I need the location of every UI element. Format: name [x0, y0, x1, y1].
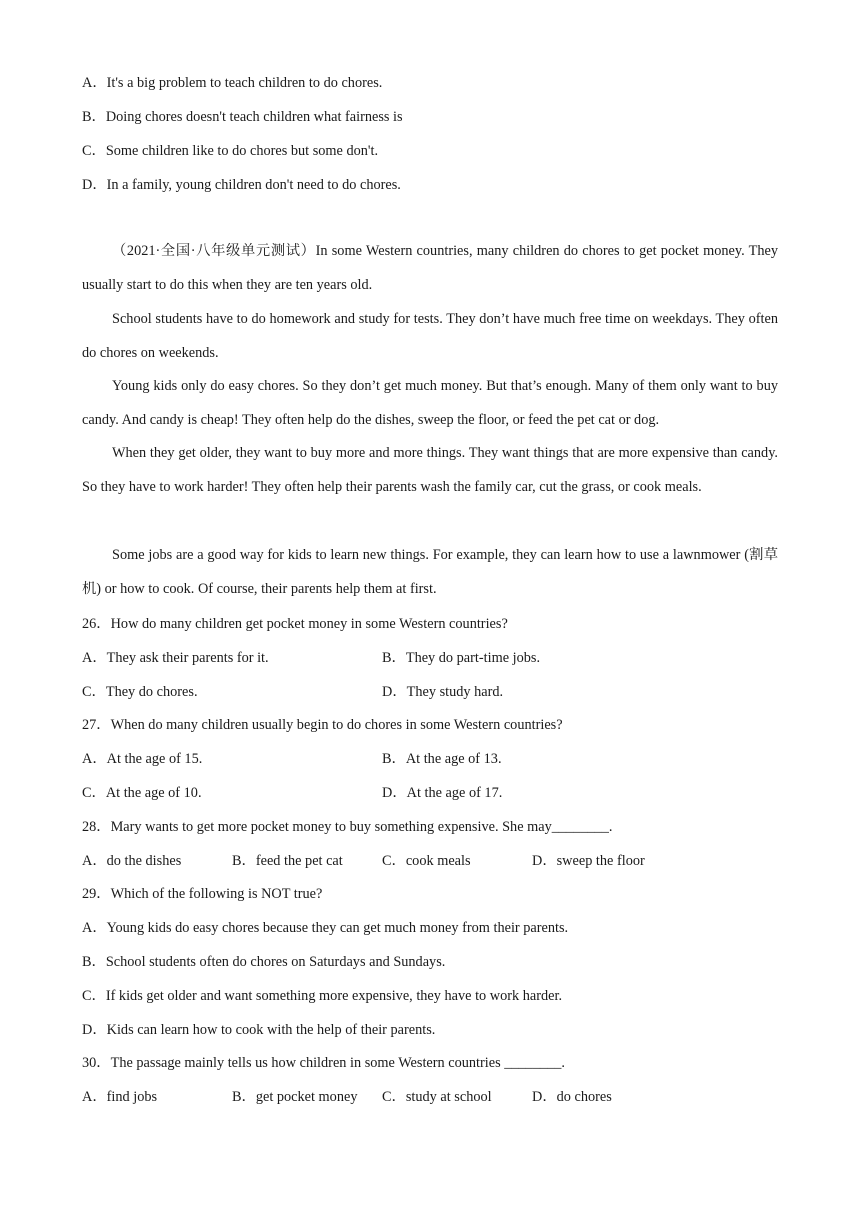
question-28-option-c[interactable]: C．cook meals — [382, 853, 471, 869]
passage-paragraph-4: When they get older, they want to buy more and more things. They want things that are more expensive than candy. So they have to work harder! They often help their parents wash the family car, cut the grass, or cook meals. — [82, 445, 778, 495]
question-30-option-a[interactable]: A．find jobs — [82, 1089, 158, 1105]
passage-paragraph-3: Young kids only do easy chores. So they don’t get much money. But that’s enough. Many of them only want to buy candy. And candy is cheap! They often help do the dishes, sweep the floor, or feed the pet cat or dog. — [82, 378, 778, 428]
question-26-stem: 26．How do many children get pocket money in some Western countries? — [82, 616, 508, 632]
question-30-option-c[interactable]: C．study at school — [382, 1089, 492, 1105]
question-26-option-a[interactable]: A．They ask their parents for it. — [82, 650, 269, 666]
question-29-option-b[interactable]: B．School students often do chores on Saturdays and Sundays. — [82, 954, 446, 970]
question-27-option-d[interactable]: D．At the age of 17. — [382, 785, 503, 801]
prev-option-a: A．It's a big problem to teach children to do chores. — [82, 75, 383, 91]
question-27-option-a[interactable]: A．At the age of 15. — [82, 751, 203, 767]
passage-source: （2021·全国·八年级单元测试） — [112, 243, 316, 259]
question-28-option-b[interactable]: B．feed the pet cat — [232, 853, 343, 869]
question-30-option-b[interactable]: B．get pocket money — [232, 1089, 358, 1105]
prev-option-c: C．Some children like to do chores but some don't. — [82, 143, 379, 159]
question-29-option-c[interactable]: C．If kids get older and want something more expensive, they have to work harder. — [82, 988, 563, 1004]
question-29-stem: 29．Which of the following is NOT true? — [82, 886, 323, 902]
passage-paragraph-5: Some jobs are a good way for kids to learn new things. For example, they can learn how to use a lawnmower (割草机) or how to cook. Of course, their parents help them at first. — [82, 547, 778, 597]
prev-option-b: B．Doing chores doesn't teach children what fairness is — [82, 109, 403, 125]
question-30-stem: 30．The passage mainly tells us how children in some Western countries ________. — [82, 1055, 566, 1071]
question-29-option-a[interactable]: A．Young kids do easy chores because they can get much money from their parents. — [82, 920, 569, 936]
question-28-option-d[interactable]: D．sweep the floor — [532, 853, 645, 869]
question-27-stem: 27．When do many children usually begin to do chores in some Western countries? — [82, 717, 563, 733]
passage-paragraph-1-text: In some Western countries, many children do chores to get pocket money. They usually start to do this when they are ten years old. — [82, 243, 778, 293]
question-27-option-c[interactable]: C．At the age of 10. — [82, 785, 202, 801]
question-28-option-a[interactable]: A．do the dishes — [82, 853, 182, 869]
passage-paragraph-1 — [82, 235, 778, 303]
question-26-option-d[interactable]: D．They study hard. — [382, 684, 504, 700]
passage-paragraph-2: School students have to do homework and study for tests. They don’t have much free time on weekdays. They often do chores on weekends. — [82, 311, 778, 361]
question-26-option-c[interactable]: C．They do chores. — [82, 684, 198, 700]
question-26-option-b[interactable]: B．They do part-time jobs. — [382, 650, 541, 666]
prev-option-d: D．In a family, young children don't need to do chores. — [82, 177, 401, 193]
question-29-option-d[interactable]: D．Kids can learn how to cook with the help of their parents. — [82, 1022, 436, 1038]
question-27-option-b[interactable]: B．At the age of 13. — [382, 751, 502, 767]
question-30-option-d[interactable]: D．do chores — [532, 1089, 612, 1105]
question-28-stem: 28．Mary wants to get more pocket money to buy something expensive. She may________. — [82, 819, 613, 835]
